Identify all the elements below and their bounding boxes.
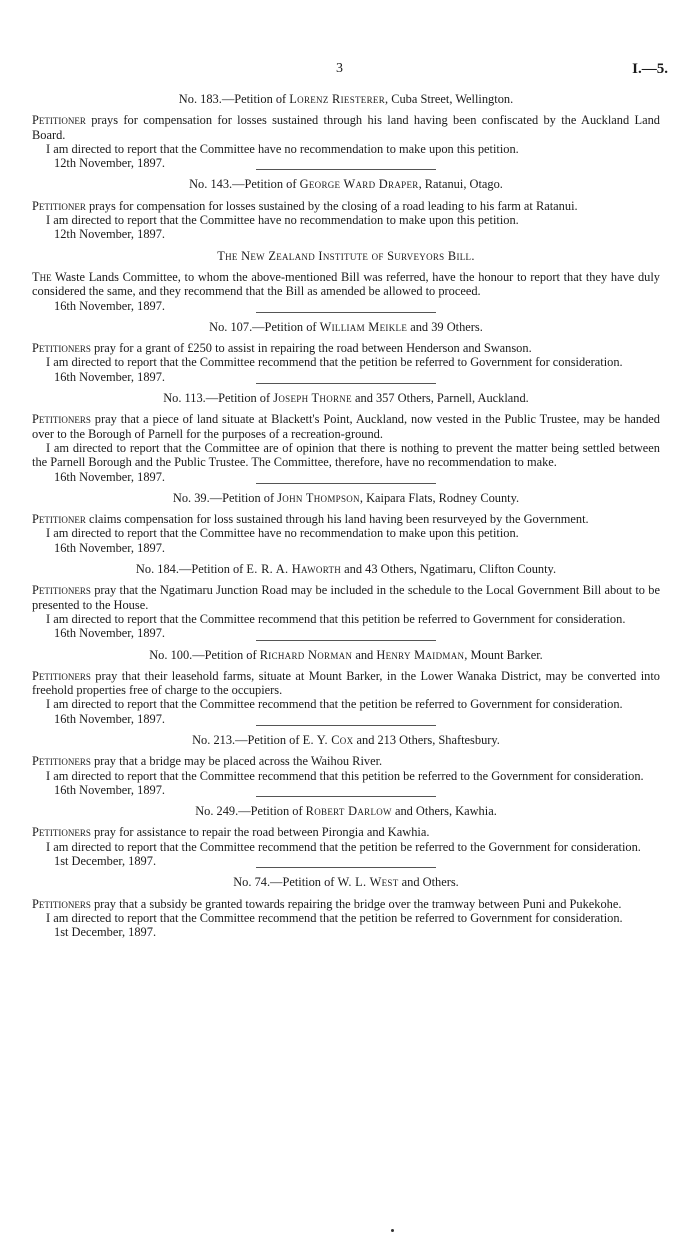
petition-prayer: Petitioners pray that a piece of land situate at Blackett's Point, Auckland, now vested in the Public Trustee, may be handed over to the Borough of Parnell for the purposes of a recreation-ground. [32, 412, 660, 441]
petition-prayer: Petitioners pray that a bridge may be placed across the Waihou River. [32, 754, 383, 769]
page-number: 3 [336, 61, 343, 76]
bill-section [32, 249, 660, 313]
committee-report: I am directed to report that the Committee recommend that the petition be referred to the Government for consideration. [46, 839, 641, 854]
section-divider [256, 383, 436, 384]
report-date: 1st December, 1897. [54, 925, 157, 940]
petition-section [32, 391, 660, 484]
petition-prayer: Petitioner claims compensation for loss sustained through his land having been resurveyed by the Government. [32, 512, 589, 527]
petitioner-name: E. Y. Cox [302, 732, 354, 747]
report-date: 16th November, 1897. [54, 469, 166, 484]
petition-title: No. 213.—Petition of E. Y. Cox and 213 Others, Shaftesbury. [192, 732, 500, 747]
petition-title: No. 184.—Petition of E. R. A. Haworth and 43 Others, Ngatimaru, Clifton County. [135, 562, 557, 577]
petition-section [32, 875, 660, 939]
section-divider [256, 169, 436, 170]
report-date: 16th November, 1897. [54, 626, 166, 641]
document-reference: I.—5. [632, 61, 668, 77]
bill-report: The Waste Lands Committee, to whom the above-mentioned Bill was referred, have the honour to report that they have duly considered the same, and they recommend that the Bill as amended be allowed to proceed. [32, 269, 660, 299]
petition-section [32, 648, 660, 726]
petition-prayer: Petitioners pray for a grant of £250 to assist in repairing the road between Henderson and Swanson. [32, 341, 532, 356]
petitioner-name: E. R. A. Haworth [246, 562, 342, 577]
report-date: 12th November, 1897. [54, 227, 166, 242]
committee-report: I am directed to report that the Committee have no recommendation to make upon this petition. [46, 213, 519, 228]
report-date: 16th November, 1897. [54, 540, 166, 555]
petition-title: No. 74.—Petition of W. L. West and Others. [233, 875, 459, 890]
petitioner-name: W. L. West [337, 875, 399, 890]
petition-section [32, 733, 660, 797]
petitioner-name: Richard Norman [259, 647, 353, 662]
petition-section [32, 92, 660, 170]
petition-title: No. 113.—Petition of Joseph Thorne and 357 Others, Parnell, Auckland. [163, 391, 529, 406]
petitioner-name-2: Henry Maidman [376, 647, 465, 662]
section-divider [256, 725, 436, 726]
petition-title: No. 143.—Petition of George Ward Draper, Ratanui, Otago. [189, 177, 503, 192]
petitioner-name: Joseph Thorne [273, 391, 352, 406]
report-date: 16th November, 1897. [54, 782, 166, 797]
committee-report: I am directed to report that the Committee are of opinion that there is nothing to prevent the matter being settled between the Parnell Borough and the Public Trustee. The Committee, therefore, have no recommendation to make. [32, 440, 660, 470]
page-header [0, 62, 700, 82]
committee-report: I am directed to report that the Committee recommend that this petition be referred to the Government for consideration. [46, 768, 644, 783]
petitioner-name: Lorenz Riesterer [289, 92, 386, 106]
section-divider [256, 867, 436, 868]
petitioner-name: George Ward Draper [299, 177, 419, 192]
petition-title: No. 249.—Petition of Robert Darlow and Others, Kawhia. [195, 804, 497, 819]
report-date: 16th November, 1897. [54, 369, 166, 384]
section-divider [256, 640, 436, 641]
petition-title: No. 107.—Petition of William Meikle and 39 Others. [209, 319, 483, 334]
committee-report: I am directed to report that the Committee recommend that the petition be referred to Government for consideration. [46, 355, 623, 370]
petition-prayer: Petitioner prays for compensation for losses sustained through his land having been confiscated by the Auckland Land Board. [32, 113, 660, 142]
section-divider [256, 796, 436, 797]
committee-report: I am directed to report that the Committee recommend that the petition be referred to Government for consideration. [46, 910, 623, 925]
section-divider [256, 483, 436, 484]
petitioner-name: John Thompson [277, 490, 360, 505]
petition-prayer: Petitioners pray that their leasehold farms, situate at Mount Barker, in the Lower Wanaka District, may be converted into freehold properties free of charge to the occupiers. [32, 668, 660, 698]
petition-prayer: Petitioners pray that the Ngatimaru Junction Road may be included in the schedule to the Local Government Bill about to be presented to the House. [32, 583, 660, 612]
petition-title: No. 183.—Petition of Lorenz Riesterer, Cuba Street, Wellington. [178, 92, 514, 106]
petition-prayer: Petitioners pray that a subsidy be granted towards repairing the bridge over the tramway between Puni and Pukekohe. [32, 896, 622, 911]
report-date: 12th November, 1897. [54, 156, 166, 171]
committee-report: I am directed to report that the Committee have no recommendation to make upon this petition. [46, 526, 519, 541]
petition-prayer: Petitioner prays for compensation for losses sustained by the closing of a road leading to his farm at Ratanui. [32, 198, 578, 213]
petition-title: No. 100.—Petition of Richard Norman and Henry Maidman, Mount Barker. [149, 647, 543, 662]
report-date: 16th November, 1897. [54, 711, 166, 726]
report-body [32, 92, 660, 940]
report-date: 16th November, 1897. [54, 298, 166, 313]
petitioner-name: William Meikle [319, 319, 408, 334]
bill-title: The New Zealand Institute of Surveyors Bill. [217, 248, 475, 263]
committee-report: I am directed to report that the Committee have no recommendation to make upon this petition. [46, 141, 519, 156]
committee-report: I am directed to report that the Committee recommend that the petition be referred to Government for consideration. [46, 697, 623, 712]
petition-section [32, 491, 660, 555]
ink-dot [391, 1229, 394, 1232]
report-date: 1st December, 1897. [54, 854, 157, 869]
section-divider [256, 312, 436, 313]
petition-section [32, 177, 660, 241]
committee-report: I am directed to report that the Committee recommend that this petition be referred to Government for consideration. [46, 611, 626, 626]
petition-title: No. 39.—Petition of John Thompson, Kaipara Flats, Rodney County. [172, 490, 520, 505]
petitioner-name: Robert Darlow [305, 804, 392, 819]
petition-section [32, 562, 660, 640]
petition-prayer: Petitioners pray for assistance to repair the road between Pirongia and Kawhia. [32, 825, 430, 840]
petition-section [32, 320, 660, 384]
petition-section [32, 804, 660, 868]
